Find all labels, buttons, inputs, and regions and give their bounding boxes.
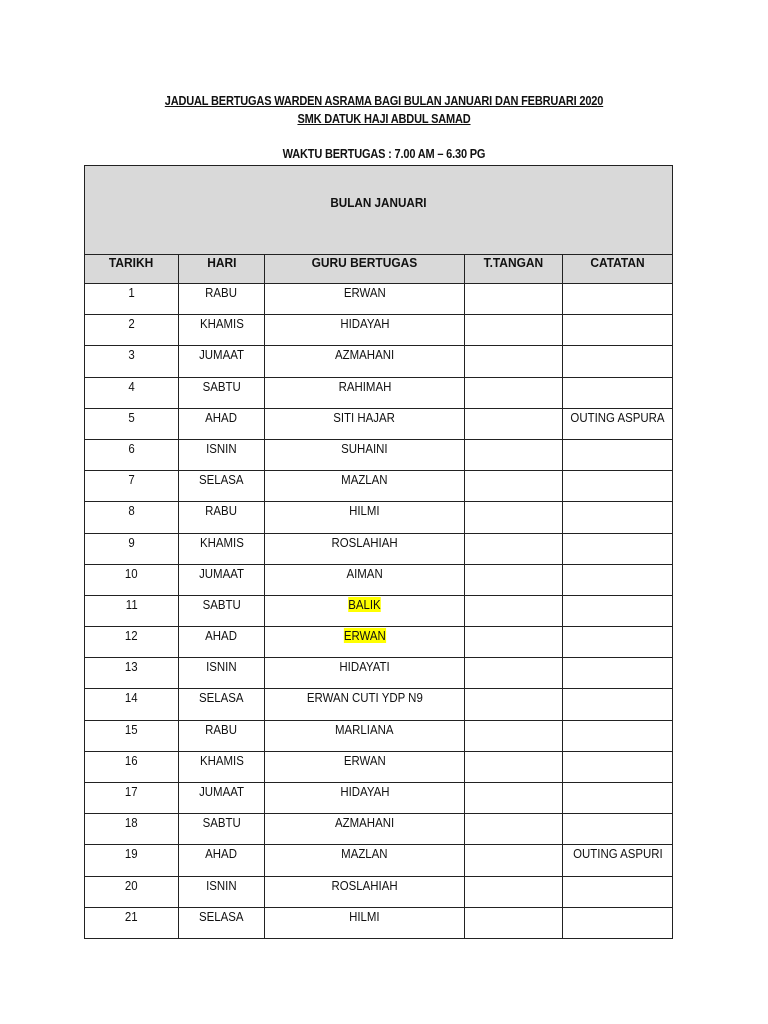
- cell-hari-text: SABTU: [202, 596, 241, 612]
- cell-tandatangan: [465, 845, 563, 876]
- cell-guru-bertugas-text: MAZLAN: [341, 846, 388, 862]
- cell-tarikh: [85, 284, 179, 315]
- cell-guru-bertugas-text: SITI HAJAR: [333, 409, 396, 425]
- cell-catatan: [563, 284, 673, 315]
- cell-tarikh: [85, 751, 179, 782]
- duty-hours: WAKTU BERTUGAS : 7.00 AM – 6.30 PG: [282, 147, 486, 161]
- cell-tandatangan: [465, 377, 563, 408]
- cell-hari: [179, 533, 265, 564]
- cell-hari: [179, 315, 265, 346]
- col-header-catatan: CATATAN: [563, 255, 673, 284]
- cell-hari: [179, 689, 265, 720]
- cell-hari: [179, 377, 265, 408]
- cell-tarikh-text: 15: [125, 721, 138, 737]
- table-row: [85, 845, 673, 876]
- cell-tandatangan: [465, 564, 563, 595]
- cell-tarikh-text: 9: [128, 534, 135, 550]
- cell-guru-bertugas-text: HIDAYAH: [339, 316, 390, 332]
- cell-guru-bertugas-text: RAHIMAH: [338, 378, 391, 394]
- cell-hari: [179, 907, 265, 938]
- cell-tarikh: [85, 439, 179, 470]
- table-row: [85, 751, 673, 782]
- cell-tandatangan: [465, 720, 563, 751]
- cell-tarikh-text: 6: [128, 440, 135, 456]
- table-row: [85, 689, 673, 720]
- table-row: [85, 876, 673, 907]
- cell-hari: [179, 627, 265, 658]
- cell-tarikh-text: 7: [128, 472, 135, 488]
- cell-tarikh: [85, 627, 179, 658]
- cell-tandatangan: [465, 876, 563, 907]
- cell-hari: [179, 439, 265, 470]
- table-row: [85, 627, 673, 658]
- cell-tandatangan: [465, 595, 563, 626]
- cell-hari: [179, 845, 265, 876]
- roster-body: [85, 284, 673, 939]
- cell-guru-bertugas: [265, 751, 465, 782]
- cell-tarikh-text: 11: [125, 596, 138, 612]
- cell-tarikh: [85, 346, 179, 377]
- cell-guru-bertugas: [265, 845, 465, 876]
- cell-guru-bertugas: [265, 564, 465, 595]
- cell-guru-bertugas-text: HIDAYAH: [339, 784, 390, 799]
- cell-catatan: [563, 658, 673, 689]
- cell-catatan: [563, 315, 673, 346]
- cell-tandatangan: [465, 284, 563, 315]
- cell-tandatangan: [465, 533, 563, 564]
- cell-hari-text: SELASA: [199, 908, 244, 924]
- cell-catatan: [563, 377, 673, 408]
- cell-guru-bertugas-text: AIMAN: [346, 565, 383, 581]
- cell-tarikh-text: 4: [128, 378, 135, 394]
- cell-tandatangan: [465, 627, 563, 658]
- cell-catatan: [563, 876, 673, 907]
- month-label: BULAN JANUARI: [85, 166, 673, 255]
- cell-hari-text: JUMAAT: [199, 784, 244, 799]
- cell-guru-bertugas: [265, 284, 465, 315]
- cell-catatan: [563, 627, 673, 658]
- month-header-row: [85, 166, 673, 255]
- cell-guru-bertugas-text: AZMAHANI: [334, 347, 395, 363]
- cell-tarikh: [85, 408, 179, 439]
- cell-guru-bertugas: [265, 689, 465, 720]
- cell-tarikh-text: 16: [125, 752, 138, 768]
- cell-tarikh-text: 13: [125, 659, 138, 675]
- cell-tarikh-text: 5: [128, 409, 135, 425]
- table-row: [85, 408, 673, 439]
- col-header-ttangan: T.TANGAN: [465, 255, 563, 284]
- cell-guru-bertugas: [265, 502, 465, 533]
- cell-hari-text: AHAD: [205, 628, 238, 644]
- cell-guru-bertugas: [265, 439, 465, 470]
- cell-hari: [179, 502, 265, 533]
- cell-hari: [179, 564, 265, 595]
- cell-hari-text: RABU: [205, 503, 238, 519]
- col-header-tarikh: TARIKH: [85, 255, 179, 284]
- cell-catatan-text: OUTING ASPURA: [570, 409, 665, 425]
- cell-hari-text: RABU: [205, 721, 238, 737]
- cell-catatan: [563, 689, 673, 720]
- cell-tandatangan: [465, 689, 563, 720]
- cell-guru-bertugas-text: HIDAYATI: [339, 659, 390, 675]
- cell-tarikh: [85, 814, 179, 845]
- cell-tarikh: [85, 689, 179, 720]
- cell-catatan: [563, 439, 673, 470]
- cell-guru-bertugas-text: ERWAN: [343, 285, 386, 300]
- cell-hari-text: JUMAAT: [199, 565, 244, 581]
- cell-hari: [179, 876, 265, 907]
- cell-tandatangan: [465, 783, 563, 814]
- cell-catatan: [563, 408, 673, 439]
- table-row: [85, 502, 673, 533]
- table-row: [85, 814, 673, 845]
- table-row: [85, 783, 673, 814]
- cell-catatan: [563, 595, 673, 626]
- cell-catatan: [563, 502, 673, 533]
- cell-hari-text: ISNIN: [206, 440, 237, 456]
- cell-catatan: [563, 845, 673, 876]
- cell-catatan: [563, 907, 673, 938]
- cell-guru-bertugas-text: ERWAN CUTI YDP N9: [306, 690, 423, 706]
- cell-tarikh-text: 19: [125, 846, 138, 862]
- cell-guru-bertugas-text: ROSLAHIAH: [331, 877, 398, 893]
- cell-tarikh: [85, 502, 179, 533]
- cell-hari: [179, 751, 265, 782]
- cell-guru-bertugas-text: MARLIANA: [335, 721, 394, 737]
- cell-hari: [179, 814, 265, 845]
- cell-hari: [179, 284, 265, 315]
- cell-hari: [179, 408, 265, 439]
- document-title: JADUAL BERTUGAS WARDEN ASRAMA BAGI BULAN JANUARI DAN FEBRUARI 2020: [164, 94, 604, 108]
- cell-hari-text: KHAMIS: [199, 316, 244, 332]
- cell-catatan-text: OUTING ASPURI: [572, 846, 663, 862]
- cell-guru-bertugas-text: BALIK: [348, 596, 381, 612]
- cell-hari-text: KHAMIS: [199, 752, 244, 768]
- cell-catatan: [563, 346, 673, 377]
- cell-tarikh-text: 1: [128, 285, 135, 300]
- cell-tarikh: [85, 720, 179, 751]
- cell-hari: [179, 471, 265, 502]
- cell-hari: [179, 346, 265, 377]
- table-row: [85, 907, 673, 938]
- cell-tarikh: [85, 564, 179, 595]
- cell-guru-bertugas-text: ROSLAHIAH: [331, 534, 398, 550]
- cell-tarikh-text: 3: [128, 347, 135, 363]
- table-row: [85, 439, 673, 470]
- cell-tarikh-text: 2: [128, 316, 135, 332]
- table-row: [85, 533, 673, 564]
- col-header-hari: HARI: [179, 255, 265, 284]
- cell-guru-bertugas: [265, 876, 465, 907]
- cell-guru-bertugas: [265, 658, 465, 689]
- school-name: SMK DATUK HAJI ABDUL SAMAD: [297, 112, 471, 126]
- cell-tarikh: [85, 471, 179, 502]
- cell-guru-bertugas-text: SUHAINI: [341, 440, 388, 456]
- cell-tarikh: [85, 783, 179, 814]
- table-row: [85, 346, 673, 377]
- cell-catatan: [563, 783, 673, 814]
- cell-tarikh-text: 20: [125, 877, 138, 893]
- cell-hari: [179, 720, 265, 751]
- cell-guru-bertugas: [265, 627, 465, 658]
- cell-catatan: [563, 471, 673, 502]
- cell-hari-text: RABU: [205, 285, 238, 300]
- cell-guru-bertugas: [265, 346, 465, 377]
- cell-tandatangan: [465, 751, 563, 782]
- cell-guru-bertugas: [265, 814, 465, 845]
- cell-guru-bertugas-text: HILMI: [349, 503, 380, 519]
- cell-guru-bertugas-text: ERWAN: [343, 628, 386, 644]
- table-row: [85, 595, 673, 626]
- cell-tarikh-text: 14: [125, 690, 138, 706]
- cell-hari-text: JUMAAT: [199, 347, 244, 363]
- table-row: [85, 471, 673, 502]
- cell-tarikh-text: 10: [125, 565, 138, 581]
- table-row: [85, 720, 673, 751]
- cell-hari-text: KHAMIS: [199, 534, 244, 550]
- cell-catatan: [563, 720, 673, 751]
- cell-tarikh: [85, 533, 179, 564]
- table-row: [85, 315, 673, 346]
- cell-tandatangan: [465, 346, 563, 377]
- cell-hari-text: AHAD: [205, 846, 238, 862]
- cell-hari-text: ISNIN: [206, 877, 237, 893]
- cell-tandatangan: [465, 907, 563, 938]
- duty-roster-table: [84, 165, 673, 939]
- cell-hari-text: SELASA: [199, 690, 244, 706]
- cell-guru-bertugas: [265, 720, 465, 751]
- cell-hari-text: SELASA: [199, 472, 244, 488]
- cell-tarikh: [85, 595, 179, 626]
- cell-tandatangan: [465, 408, 563, 439]
- table-row: [85, 284, 673, 315]
- cell-tarikh-text: 17: [125, 784, 138, 799]
- cell-catatan: [563, 814, 673, 845]
- cell-tarikh: [85, 845, 179, 876]
- table-row: [85, 564, 673, 595]
- cell-guru-bertugas: [265, 408, 465, 439]
- cell-tarikh: [85, 876, 179, 907]
- col-header-guru: GURU BERTUGAS: [265, 255, 465, 284]
- cell-guru-bertugas: [265, 315, 465, 346]
- cell-guru-bertugas: [265, 783, 465, 814]
- cell-hari: [179, 595, 265, 626]
- cell-tandatangan: [465, 439, 563, 470]
- cell-tarikh-text: 8: [128, 503, 135, 519]
- cell-tarikh: [85, 315, 179, 346]
- cell-tandatangan: [465, 814, 563, 845]
- cell-guru-bertugas-text: ERWAN: [343, 752, 386, 768]
- table-row: [85, 377, 673, 408]
- cell-tandatangan: [465, 315, 563, 346]
- cell-guru-bertugas: [265, 377, 465, 408]
- table-row: [85, 658, 673, 689]
- cell-tarikh-text: 18: [125, 815, 138, 831]
- cell-tarikh: [85, 377, 179, 408]
- cell-tarikh-text: 21: [125, 908, 138, 924]
- cell-hari-text: SABTU: [202, 815, 241, 831]
- cell-guru-bertugas: [265, 471, 465, 502]
- cell-tarikh: [85, 907, 179, 938]
- cell-guru-bertugas: [265, 907, 465, 938]
- cell-tandatangan: [465, 658, 563, 689]
- cell-tandatangan: [465, 502, 563, 533]
- cell-catatan: [563, 533, 673, 564]
- cell-guru-bertugas: [265, 533, 465, 564]
- cell-catatan: [563, 751, 673, 782]
- cell-guru-bertugas-text: MAZLAN: [341, 472, 388, 488]
- cell-hari-text: ISNIN: [206, 659, 237, 675]
- cell-hari: [179, 658, 265, 689]
- cell-hari-text: SABTU: [202, 378, 241, 394]
- cell-guru-bertugas-text: AZMAHANI: [334, 815, 395, 831]
- cell-guru-bertugas-text: HILMI: [349, 908, 380, 924]
- cell-tarikh: [85, 658, 179, 689]
- cell-tandatangan: [465, 471, 563, 502]
- cell-hari: [179, 783, 265, 814]
- cell-hari-text: AHAD: [205, 409, 238, 425]
- column-header-row: [85, 255, 673, 284]
- cell-guru-bertugas: [265, 595, 465, 626]
- cell-tarikh-text: 12: [125, 628, 138, 644]
- cell-catatan: [563, 564, 673, 595]
